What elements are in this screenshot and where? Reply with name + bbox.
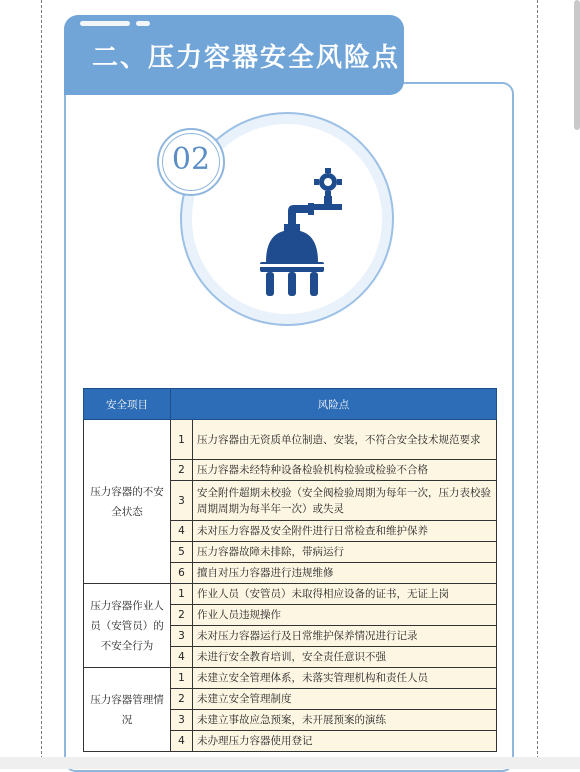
row-number: 5: [171, 542, 193, 563]
badge-number: 02: [171, 142, 211, 177]
risk-item: 压力容器由无资质单位制造、安装，不符合安全技术规范要求: [193, 420, 497, 460]
risk-item: 压力容器未经特种设备检验机构检验或检验不合格: [193, 460, 497, 481]
risk-item: 擅自对压力容器进行违规维修: [193, 563, 497, 584]
left-dashed-border: [41, 0, 42, 769]
row-number: 6: [171, 563, 193, 584]
row-number: 2: [171, 689, 193, 710]
risk-item: 未建立安全管理体系，未落实管理机构和责任人员: [193, 668, 497, 689]
section-title-tab: [64, 15, 404, 95]
risk-item: 未进行安全教育培训，安全责任意识不强: [193, 647, 497, 668]
row-number: 1: [171, 668, 193, 689]
row-number: 1: [171, 584, 193, 605]
row-number: 1: [171, 420, 193, 460]
table-row: [84, 420, 497, 460]
row-number: 4: [171, 731, 193, 752]
row-number: 3: [171, 626, 193, 647]
number-badge: [157, 128, 225, 196]
risk-item: 作业人员（安管员）未取得相应设备的证书，无证上岗: [193, 584, 497, 605]
section-title: 二、压力容器安全风险点: [92, 43, 401, 73]
risk-table: [83, 388, 497, 752]
category-cell: 压力容器作业人员（安管员）的不安全行为: [84, 584, 171, 668]
row-number: 2: [171, 460, 193, 481]
title-decoration: [80, 21, 150, 26]
pressure-vessel-icon: [258, 160, 348, 300]
header-risk-point: 风险点: [171, 389, 497, 420]
header-safety-item: 安全项目: [84, 389, 171, 420]
scrollbar-thumb[interactable]: [574, 0, 580, 130]
category-cell: 压力容器管理情况: [84, 668, 171, 752]
table-row: [84, 668, 497, 689]
risk-item: 未对压力容器及安全附件进行日常检查和维护保养: [193, 521, 497, 542]
right-dashed-border: [537, 0, 538, 769]
risk-item: 作业人员违规操作: [193, 605, 497, 626]
risk-item: 未对压力容器运行及日常维护保养情况进行记录: [193, 626, 497, 647]
risk-item: 压力容器故障未排除，带病运行: [193, 542, 497, 563]
risk-item: 未建立事故应急预案，未开展预案的演练: [193, 710, 497, 731]
row-number: 2: [171, 605, 193, 626]
risk-item: 安全附件超期未校验（安全阀检验周期为每年一次，压力表校验周期周期为每半年一次）或失灵: [193, 481, 497, 521]
row-number: 4: [171, 521, 193, 542]
risk-item: 未办理压力容器使用登记: [193, 731, 497, 752]
row-number: 3: [171, 710, 193, 731]
row-number: 4: [171, 647, 193, 668]
row-number: 3: [171, 481, 193, 521]
table-row: [84, 584, 497, 605]
table-header-row: [84, 389, 497, 420]
bottom-bar: [0, 757, 580, 769]
risk-item: 未建立安全管理制度: [193, 689, 497, 710]
category-cell: 压力容器的不安全状态: [84, 420, 171, 584]
